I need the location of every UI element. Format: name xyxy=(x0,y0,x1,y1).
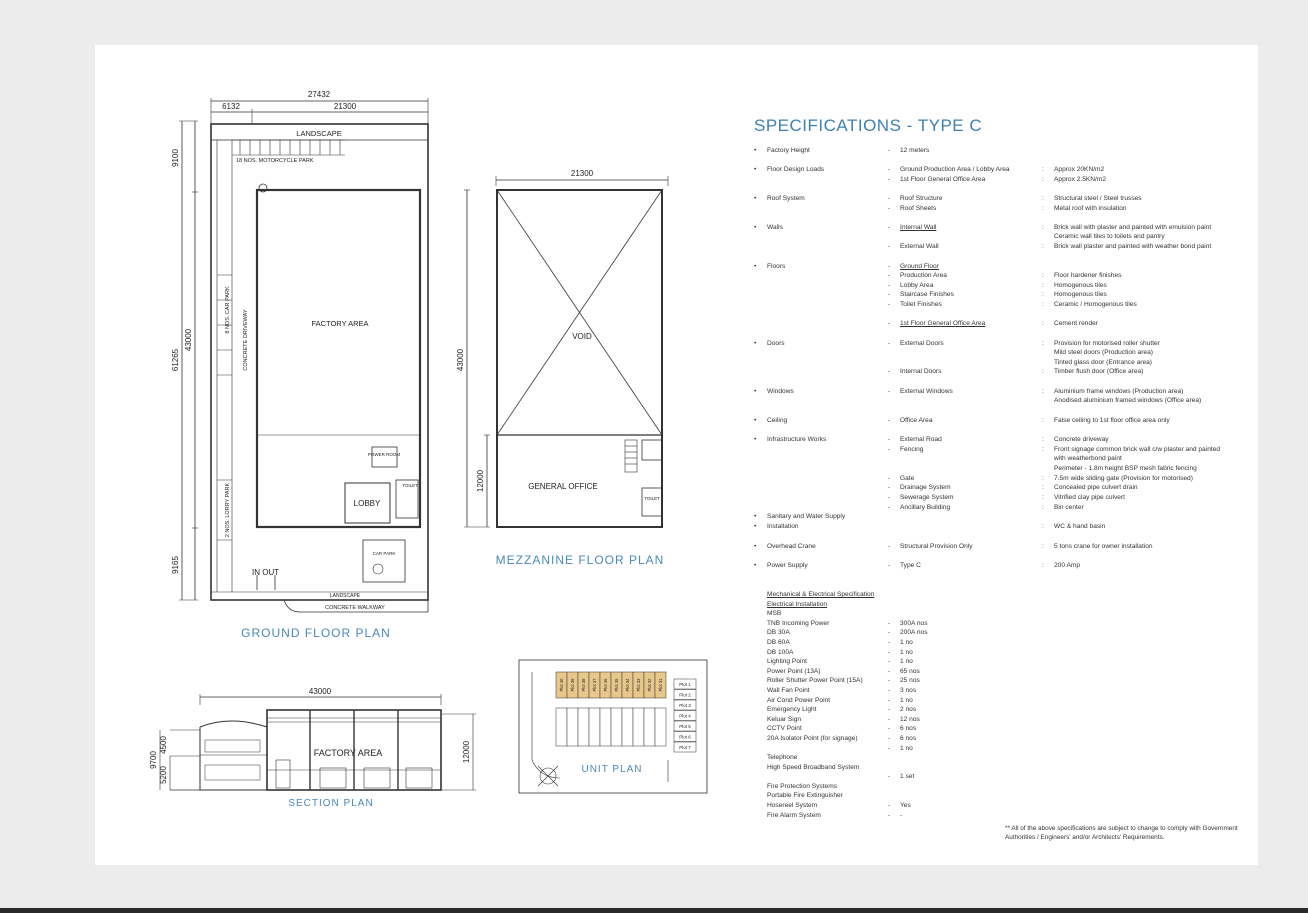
mep-item-label: Power Point (13A) xyxy=(767,667,821,675)
mezzanine-floor-plan xyxy=(464,176,668,527)
mep-item-dash: - xyxy=(888,658,891,666)
spec-sub-item: 12 meters xyxy=(900,147,930,154)
spec-colon: : xyxy=(1042,243,1044,250)
mep-item xyxy=(767,753,874,763)
mep-item xyxy=(767,667,920,677)
spec-value: Concrete driveway xyxy=(1054,436,1109,443)
unit-lot-top-label: Plot 31 xyxy=(658,678,663,692)
spec-colon: : xyxy=(1042,368,1044,375)
spec-dash: - xyxy=(888,543,891,550)
mep-item-label: Emergency Light xyxy=(767,706,817,714)
unit-plan-title: UNIT PLAN xyxy=(581,764,643,775)
spec-dash: - xyxy=(888,291,891,298)
unit-lot-side-label: Plot 3 xyxy=(679,703,691,708)
spec-value: Homogenous tiles xyxy=(1054,282,1107,289)
spec-dash: - xyxy=(888,504,891,511)
mep-item-label: CCTV Point xyxy=(767,725,802,733)
mep-item-label: Hosereel System xyxy=(767,802,818,810)
spec-sub-item: External Windows xyxy=(900,388,953,395)
ground-floor-plan xyxy=(179,98,428,612)
spec-bullet: • xyxy=(754,147,757,154)
mep-item-value: 1 no xyxy=(900,638,913,646)
spec-colon: : xyxy=(1042,543,1044,550)
section-dim-4500: 4500 xyxy=(159,736,168,754)
mep-item-value: 200A nos xyxy=(900,629,928,637)
unit-lot-bottom xyxy=(622,708,633,746)
mep-item-label: Air Cond Power Point xyxy=(767,696,831,704)
moto-park-label: 18 NOS. MOTORCYCLE PARK xyxy=(236,158,314,164)
spec-sub-item: Staircase Finishes xyxy=(900,291,954,298)
mep-item-value: 3 nos xyxy=(900,686,917,694)
spec-colon: : xyxy=(1042,205,1044,212)
spec-colon: : xyxy=(1042,446,1044,453)
mep-item-value: 300A nos xyxy=(900,619,928,627)
mep-item-label: 20A Isolator Point (for signage) xyxy=(767,734,858,742)
mezz-dim-43000: 43000 xyxy=(456,348,465,372)
mep-item xyxy=(767,609,874,619)
unit-lot-side-label: Plot 1 xyxy=(679,682,691,687)
mep-heading: Mechanical & Electrical Specification xyxy=(767,591,875,598)
mep-item-label: DB 30A xyxy=(767,629,790,637)
unit-lot-bottom xyxy=(556,708,567,746)
disclaimer: ** All of the above specifications are subject to change to comply with Government Authorities / Engineers' and/or Architects' Requirements. xyxy=(1005,825,1238,841)
mep-item xyxy=(767,811,903,821)
mep-item-dash: - xyxy=(888,715,891,723)
spec-bullet: • xyxy=(754,562,757,569)
section-dim-43000: 43000 xyxy=(308,687,332,696)
ground-floor-plan-title: GROUND FLOOR PLAN xyxy=(241,626,391,640)
section-plan xyxy=(160,694,476,790)
spec-colon: : xyxy=(1042,504,1044,511)
mep-item-label: Keluar Sign xyxy=(767,715,802,723)
mep-item-dash: - xyxy=(888,706,891,714)
mep-subheading: Electrical Installation xyxy=(767,600,828,608)
mep-item-value: 65 nos xyxy=(900,667,920,675)
spec-bullet: • xyxy=(754,417,757,424)
mep-item-dash: - xyxy=(888,802,891,810)
spec-value: Brick wall with plaster and painted with emulsion paint xyxy=(1054,224,1212,231)
spec-value: Homogenous tiles xyxy=(1054,291,1107,298)
spec-dash: - xyxy=(888,195,891,202)
unit-lot-top-label: Plot 37 xyxy=(592,678,597,692)
spec-colon: : xyxy=(1042,224,1044,231)
spec-dash: - xyxy=(888,368,891,375)
spec-value: 7.5m wide sliding gate (Provision for motorised) xyxy=(1054,475,1193,482)
spec-dash: - xyxy=(888,494,891,501)
mezzanine-floor-plan-title: MEZZANINE FLOOR PLAN xyxy=(495,553,665,567)
spec-value: False ceiling to 1st floor office area only xyxy=(1054,417,1170,424)
unit-lot-top-label: Plot 40 xyxy=(559,678,564,692)
mep-item xyxy=(767,791,874,801)
unit-lot-side-label: Plot 6 xyxy=(679,734,691,740)
spec-bullet: • xyxy=(754,340,757,347)
mep-item-dash: - xyxy=(888,696,891,704)
unit-lot-bottom xyxy=(611,708,622,746)
concrete-walkway-label: CONCRETE WALKWAY xyxy=(325,605,385,611)
spec-value: WC & hand basin xyxy=(1054,523,1106,530)
spec-sub-item: Structural Provision Only xyxy=(900,543,973,550)
dim-9165: 9165 xyxy=(171,556,180,574)
mep-item-label: High Speed Broadband System xyxy=(767,763,860,771)
spec-value: Ceramic wall tiles to toilets and pantry xyxy=(1054,233,1165,240)
mep-item-label: Portable Fire Extinguisher xyxy=(767,792,843,800)
power-room-label: POWER ROOM xyxy=(367,452,401,457)
mep-item-dash: - xyxy=(888,638,891,646)
mep-item-label: Telephone xyxy=(767,754,798,762)
spec-colon: : xyxy=(1042,195,1044,202)
spec-value: Metal roof with insulation xyxy=(1054,205,1127,212)
unit-lot-top-label: Plot 32 xyxy=(647,678,652,692)
mep-item-label: Fire Alarm System xyxy=(767,811,821,819)
mep-item xyxy=(767,801,911,811)
spec-colon: : xyxy=(1042,417,1044,424)
spec-sub-item: 1st Floor General Office Area xyxy=(900,176,986,183)
spec-dash: - xyxy=(888,484,891,491)
spec-title: SPECIFICATIONS - TYPE C xyxy=(754,116,983,135)
lobby-label: LOBBY xyxy=(353,499,381,508)
dim-43000: 43000 xyxy=(184,328,193,352)
dim-21300: 21300 xyxy=(333,102,357,111)
ground-floor-labels xyxy=(171,90,418,640)
mep-item-value: 12 nos xyxy=(900,715,920,723)
spec-category: Floor Design Loads xyxy=(767,166,825,173)
section-plan-title: SECTION PLAN xyxy=(288,798,374,809)
spec-bullet: • xyxy=(754,195,757,202)
unit-lot-side-label: Plot 2 xyxy=(679,692,691,698)
spec-sub-item: 1st Floor General Office Area xyxy=(900,320,986,327)
spec-sub-item: Internal Doors xyxy=(900,368,942,375)
mep-item xyxy=(767,638,913,648)
spec-colon: : xyxy=(1042,282,1044,289)
unit-lot-side-label: Plot 5 xyxy=(679,724,691,729)
mep-item-value: 2 nos xyxy=(900,706,917,714)
spec-category: Sanitary and Water Supply xyxy=(767,513,846,520)
unit-lots-bottom xyxy=(556,708,666,746)
car-park-small-label: CAR PARK xyxy=(372,551,396,556)
spec-dash: - xyxy=(888,446,891,453)
mep-item xyxy=(767,686,917,696)
spec-sub-item: Internal Wall xyxy=(900,224,937,231)
mep-item-dash: - xyxy=(888,619,891,627)
spec-colon: : xyxy=(1042,340,1044,347)
mep-item-dash: - xyxy=(888,648,891,656)
mezz-dim-21300: 21300 xyxy=(570,169,594,178)
spec-sub-item: Lobby Area xyxy=(900,282,934,289)
spec-colon: : xyxy=(1042,388,1044,395)
dim-61265: 61265 xyxy=(171,348,180,372)
spec-sub-item: Drainage System xyxy=(900,484,951,491)
spec-category: Power Supply xyxy=(767,562,808,569)
general-office-label: GENERAL OFFICE xyxy=(528,482,598,491)
spec-colon: : xyxy=(1042,320,1044,327)
spec-colon: : xyxy=(1042,436,1044,443)
mep-item xyxy=(767,657,913,667)
spec-value: Timber flush door (Office area) xyxy=(1054,368,1144,375)
in-out-label: IN OUT xyxy=(252,568,280,577)
spec-dash: - xyxy=(888,243,891,250)
spec-bullet: • xyxy=(754,388,757,395)
spec-dash: - xyxy=(888,562,891,569)
unit-lot-top-label: Plot 36 xyxy=(603,678,608,692)
spec-value: with weatherbond paint xyxy=(1054,455,1122,462)
mep-section xyxy=(767,590,928,820)
unit-lot-bottom xyxy=(567,708,578,746)
spec-category: Floors xyxy=(767,263,786,270)
mep-item xyxy=(767,744,913,754)
mep-item-label: DB 60A xyxy=(767,638,790,646)
unit-lot-bottom xyxy=(644,708,655,746)
mep-item-dash: - xyxy=(888,734,891,742)
mep-item-label: Fire Protection Systems xyxy=(767,782,837,790)
spec-value: Aluminium frame windows (Production area) xyxy=(1054,388,1184,395)
driveway-label: CONCRETE DRIVEWAY xyxy=(243,309,249,371)
unit-lot-bottom xyxy=(655,708,666,746)
landscape-bottom-label: LANDSCAPE xyxy=(329,593,361,599)
spec-value: Anodised aluminium framed windows (Office area) xyxy=(1054,397,1202,404)
spec-bullet: • xyxy=(754,436,757,443)
mep-item-value: 25 nos xyxy=(900,677,920,685)
spec-dash: - xyxy=(888,272,891,279)
dim-9100: 9100 xyxy=(171,149,180,167)
factory-area-label: FACTORY AREA xyxy=(311,319,369,328)
dim-27432: 27432 xyxy=(307,90,331,99)
spec-dash: - xyxy=(888,475,891,482)
spec-colon: : xyxy=(1042,272,1044,279)
spec-category: Installation xyxy=(767,523,799,530)
spec-dash: - xyxy=(888,282,891,289)
spec-dash: - xyxy=(888,417,891,424)
spec-value: Mild steel doors (Production area) xyxy=(1054,349,1153,356)
spec-sub-item: Ground Production Area / Lobby Area xyxy=(900,166,1010,173)
spec-sub-item: Toilet Finishes xyxy=(900,301,942,308)
spec-category: Overhead Crane xyxy=(767,543,816,550)
mep-item-value: 1 set xyxy=(900,773,915,781)
spec-sub-item: Ground Floor xyxy=(900,263,939,270)
mep-item xyxy=(767,782,874,792)
mep-item-value: Yes xyxy=(900,802,911,810)
unit-lot-top-label: Plot 33 xyxy=(636,678,641,692)
mezz-dim-12000: 12000 xyxy=(476,469,485,493)
spec-dash: - xyxy=(888,301,891,308)
spec-dash: - xyxy=(888,147,891,154)
unit-lot-bottom xyxy=(589,708,600,746)
spec-category: Windows xyxy=(767,388,794,395)
section-dim-5200: 5200 xyxy=(159,766,168,784)
spec-dash: - xyxy=(888,340,891,347)
spec-bullet: • xyxy=(754,523,757,530)
spec-colon: : xyxy=(1042,475,1044,482)
mep-item-dash: - xyxy=(888,811,891,819)
mep-item-dash: - xyxy=(888,744,891,752)
unit-lot-side-label: Plot 7 xyxy=(679,745,691,750)
spec-colon: : xyxy=(1042,484,1044,491)
spec-sub-item: Fencing xyxy=(900,446,924,453)
spec-value: Floor hardener finishes xyxy=(1054,272,1122,279)
spec-colon: : xyxy=(1042,523,1044,530)
mep-item xyxy=(767,734,917,744)
spec-dash: - xyxy=(888,320,891,327)
unit-lot-top-label: Plot 35 xyxy=(614,678,619,692)
mep-item-dash: - xyxy=(888,686,891,694)
mep-item-dash: - xyxy=(888,629,891,637)
unit-lot-side-label: Plot 4 xyxy=(679,713,691,719)
mep-item xyxy=(767,772,915,782)
spec-value: Vitrified clay pipe culvert xyxy=(1054,494,1125,501)
section-dim-12000: 12000 xyxy=(462,740,471,764)
mep-items xyxy=(767,609,928,820)
unit-lot-top-label: Plot 34 xyxy=(625,678,630,692)
spec-colon: : xyxy=(1042,494,1044,501)
spec-category: Ceiling xyxy=(767,417,788,424)
mep-item-dash: - xyxy=(888,667,891,675)
unit-lot-bottom xyxy=(578,708,589,746)
toilet-label: TOILET xyxy=(402,483,418,488)
spec-sub-item: External Wall xyxy=(900,243,939,250)
dim-6132: 6132 xyxy=(222,102,240,111)
mep-item xyxy=(767,763,874,773)
unit-lots-top xyxy=(556,672,666,698)
void-label: VOID xyxy=(572,332,592,341)
spec-colon: : xyxy=(1042,301,1044,308)
spec-colon: : xyxy=(1042,291,1044,298)
spec-value: Provision for motorised roller shutter xyxy=(1054,340,1160,347)
spec-dash: - xyxy=(888,263,891,270)
mep-item-label: Wall Fan Point xyxy=(767,686,810,694)
spec-bullet: • xyxy=(754,263,757,270)
mep-item xyxy=(767,724,917,734)
unit-lots-side xyxy=(674,679,696,752)
unit-plan xyxy=(519,660,707,793)
spec-sub-item: Gate xyxy=(900,475,915,482)
section-factory-area-label: FACTORY AREA xyxy=(313,748,383,758)
mep-item-value: 1 no xyxy=(900,744,913,752)
spec-colon: : xyxy=(1042,562,1044,569)
spec-bullet: • xyxy=(754,224,757,231)
spec-category: Roof System xyxy=(767,195,805,202)
spec-dash: - xyxy=(888,224,891,231)
mep-item xyxy=(767,619,928,629)
spec-value: Front signage common brick wall c/w plaster and painted xyxy=(1054,446,1221,453)
spec-dash: - xyxy=(888,436,891,443)
mep-item-dash: - xyxy=(888,677,891,685)
mep-item-value: 1 no xyxy=(900,648,913,656)
spec-category: Infrastructure Works xyxy=(767,436,827,443)
spec-sub-item: Office Area xyxy=(900,417,933,424)
spec-value: Structural steel / Steel trusses xyxy=(1054,195,1142,202)
spec-value: Brick wall plaster and painted with weather bond paint xyxy=(1054,243,1212,250)
spec-bullet: • xyxy=(754,166,757,173)
mep-item-label: Roller Shutter Power Point (15A) xyxy=(767,677,863,685)
mep-item-value: 1 no xyxy=(900,696,913,704)
spec-category: Doors xyxy=(767,340,785,347)
spec-value: Bin center xyxy=(1054,504,1084,511)
spec-value: Concealed pipe culvert drain xyxy=(1054,484,1138,491)
spec-category: Factory Height xyxy=(767,147,810,154)
spec-sub-item: Roof Structure xyxy=(900,195,943,202)
spec-bullet: • xyxy=(754,513,757,520)
spec-value: 5 tons crane for owner installation xyxy=(1054,543,1153,550)
unit-lot-top-label: Plot 38 xyxy=(581,678,586,692)
mep-item xyxy=(767,628,928,638)
mep-item-dash: - xyxy=(888,773,891,781)
mep-item-label: DB 100A xyxy=(767,648,794,656)
landscape-top-label: LANDSCAPE xyxy=(296,129,342,138)
mep-item-value: 6 nos xyxy=(900,734,917,742)
spec-value: Approx 2.5KN/m2 xyxy=(1054,176,1107,183)
mezz-toilet-label: TOILET xyxy=(644,496,660,501)
spec-sub-item: Roof Sheets xyxy=(900,205,937,212)
mep-item xyxy=(767,696,913,706)
mep-item-value: - xyxy=(900,811,903,819)
spec-bullet: • xyxy=(754,543,757,550)
spec-sub-item: Ancillary Building xyxy=(900,504,951,511)
spec-category: Walls xyxy=(767,224,783,231)
mep-item-label: MSB xyxy=(767,610,782,618)
spec-sub-item: Production Area xyxy=(900,272,947,279)
spec-colon: : xyxy=(1042,166,1044,173)
mep-item-label: TNB Incoming Power xyxy=(767,619,830,627)
spec-value: 200 Amp xyxy=(1054,562,1081,569)
spec-dash: - xyxy=(888,388,891,395)
section-dim-9700: 9700 xyxy=(149,751,158,769)
spec-dash: - xyxy=(888,205,891,212)
spec-value: Ceramic / Homogenous tiles xyxy=(1054,301,1137,308)
car-park-label: 8 NOS. CAR PARK xyxy=(225,286,231,334)
spec-value: Cement render xyxy=(1054,320,1098,327)
mep-item xyxy=(767,648,913,658)
unit-lot-top-label: Plot 39 xyxy=(570,678,575,692)
spec-value: Perimeter - 1.8m height BSP mesh fabric fencing xyxy=(1054,465,1197,472)
unit-lot-bottom xyxy=(600,708,611,746)
spec-dash: - xyxy=(888,176,891,183)
spec-value: Tinted glass door (Entrance area) xyxy=(1054,359,1152,366)
spec-sub-item: External Doors xyxy=(900,340,944,347)
spec-colon: : xyxy=(1042,176,1044,183)
spec-dash: - xyxy=(888,166,891,173)
lorry-park-label: 2 NOS. LORRY PARK xyxy=(225,482,231,538)
spec-sub-item: Sewerage System xyxy=(900,494,954,501)
mep-item-value: 1 no xyxy=(900,658,913,666)
mep-item xyxy=(767,705,917,715)
mep-item xyxy=(767,676,920,686)
mep-item-dash: - xyxy=(888,725,891,733)
mep-item xyxy=(767,715,920,725)
spec-sub-item: External Road xyxy=(900,436,942,443)
spec-value: Approx 20KN/m2 xyxy=(1054,166,1105,173)
mep-item-value: 6 nos xyxy=(900,725,917,733)
mep-item-label: Lighting Point xyxy=(767,658,807,666)
unit-lot-bottom xyxy=(633,708,644,746)
spec-sub-item: Type C xyxy=(900,562,921,569)
